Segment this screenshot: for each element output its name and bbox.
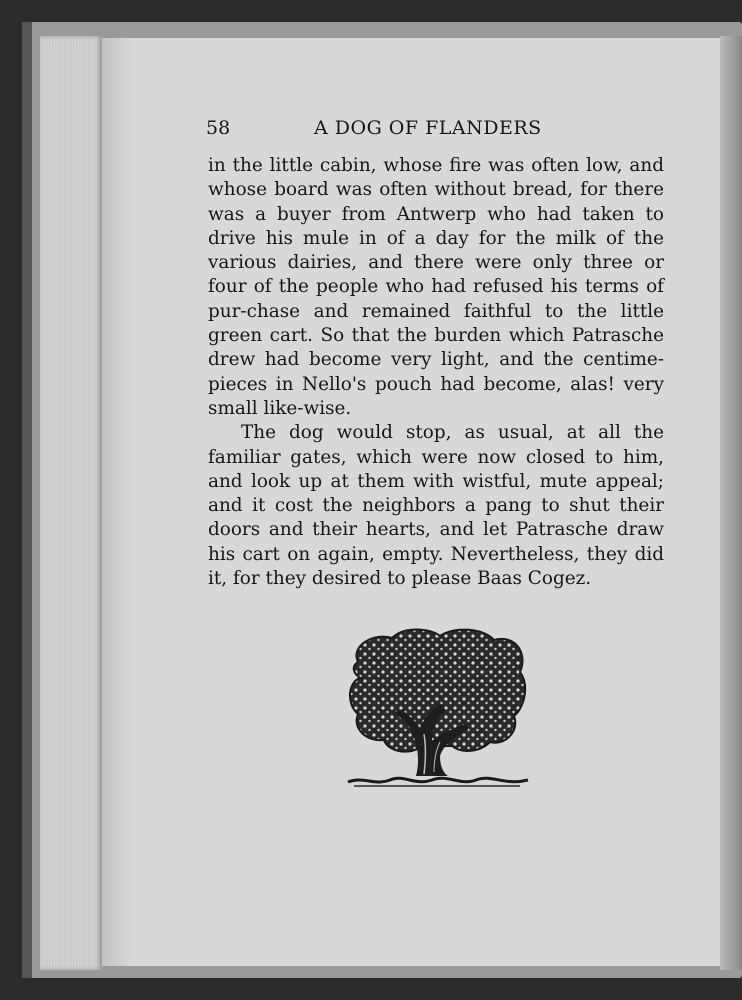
page-fore-edge <box>40 36 102 970</box>
book-title: A DOG OF FLANDERS <box>314 117 542 139</box>
paragraph-1: in the little cabin, whose fire was often low, and whose board was often without bread, for there was a buyer from Antwerp who had taken to drive his mule in of a day for the milk of the various dairies, and there were only three or four of the people who had refused his terms of pur-chase and remained faithful to the little green cart. So that the burden which Patrasche drew had become very light, and the centime-pieces in Nello's pouch had become, alas! very small like-wise. <box>208 155 664 419</box>
paragraph-2: The dog would stop, as usual, at all the familiar gates, which were now closed to him, and look up at them with wistful, mute appeal; and it cost the neighbors a pang to shut their doors and their hearts, and let Patrasche draw his cart on again, empty. Nevertheless, they did it, for they desired to please Baas Cogez. <box>208 422 664 590</box>
body-text <box>208 154 664 591</box>
running-head <box>206 117 666 145</box>
tree-vignette-icon <box>344 624 532 792</box>
page-number: 58 <box>206 117 231 139</box>
right-page-edge <box>720 36 742 970</box>
cover-spine-edge <box>22 22 32 978</box>
